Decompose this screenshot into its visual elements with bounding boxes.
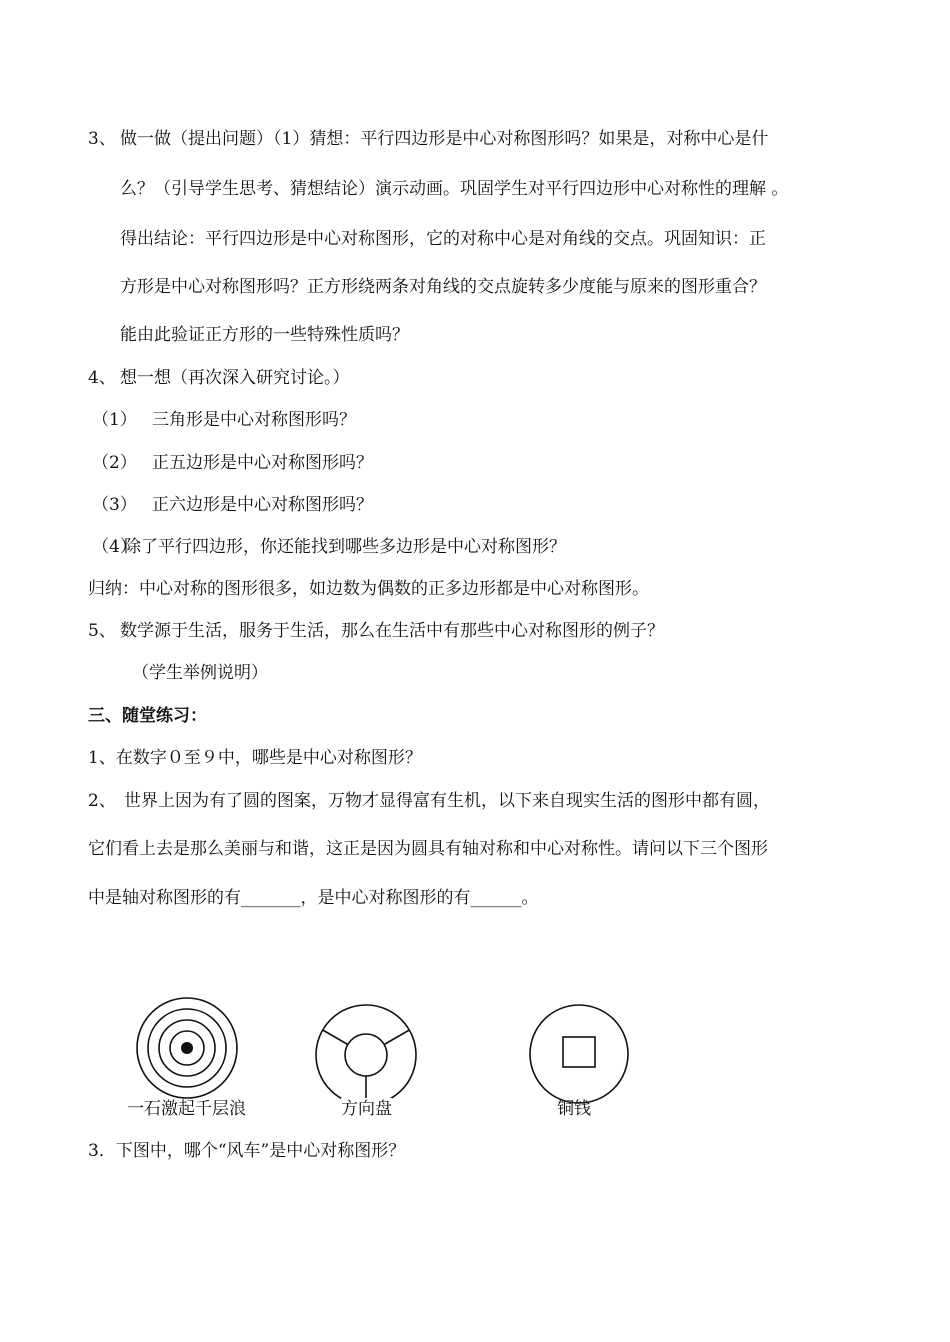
q4-title: 想一想（再次深入研究讨论。） [120, 368, 350, 388]
q3-line-1: 做一做（提出问题）（1）猜想：平行四边形是中心对称图形吗？如果是，对称中心是什 [120, 129, 769, 149]
summary-text: 归纳：中心对称的图形很多，如边数为偶数的正多边形都是中心对称图形。 [88, 579, 649, 599]
q5-subtext: （学生举例说明） [132, 663, 268, 683]
q3-number: 3、 [88, 129, 116, 149]
q4-item-4-number: （4） [92, 537, 137, 557]
q3-line-3: 得出结论：平行四边形是中心对称图形，它的对称中心是对角线的交点。巩固知识：正 [120, 229, 766, 249]
q4-item-3-number: （3） [92, 495, 137, 515]
practice-heading: 三、随堂练习： [88, 706, 207, 726]
q4-item-3-text: 正六边形是中心对称图形吗？ [152, 495, 373, 515]
practice-q1: 1、在数字０至９中，哪些是中心对称图形？ [88, 748, 422, 768]
q3-line-4: 方形是中心对称图形吗？正方形绕两条对角线的交点旋转多少度能与原来的图形重合？ [120, 277, 766, 297]
q4-item-1-number: （1） [92, 410, 137, 430]
q5-text: 数学源于生活，服务于生活，那么在生活中有那些中心对称图形的例子？ [120, 621, 664, 641]
q4-number: 4、 [88, 368, 116, 388]
copper-coin-icon [527, 1002, 631, 1106]
q4-item-2-text: 正五边形是中心对称图形吗？ [152, 453, 373, 473]
steering-wheel-icon [311, 1000, 421, 1110]
practice-q2-number: 2、 [88, 791, 116, 811]
practice-q3: 3．下图中，哪个“风车”是中心对称图形？ [88, 1141, 406, 1161]
practice-q2-line-1: 世界上因为有了圆的图案，万物才显得富有生机，以下来自现实生活的图形中都有圆， [124, 791, 770, 811]
q4-item-4-text: 除了平行四边形，你还能找到哪些多边形是中心对称图形？ [124, 537, 566, 557]
q4-item-2-number: （2） [92, 453, 137, 473]
figure-3-caption: 铜钱 [557, 1099, 591, 1119]
figure-2-caption: 方向盘 [341, 1099, 392, 1119]
q5-number: 5、 [88, 621, 116, 641]
practice-q2-line-2: 它们看上去是那么美丽与和谐，这正是因为圆具有轴对称和中心对称性。请问以下三个图形 [88, 839, 768, 859]
figure-1-caption: 一石激起千层浪 [127, 1099, 246, 1119]
q3-line-2: 么？（引导学生思考、猜想结论）演示动画。巩固学生对平行四边形中心对称性的理解 。 [120, 179, 789, 199]
concentric-circles-icon [132, 993, 242, 1103]
q3-line-5: 能由此验证正方形的一些特殊性质吗？ [120, 325, 409, 345]
practice-q2-line-3: 中是轴对称图形的有_______，是中心对称图形的有______。 [88, 888, 539, 908]
q4-item-1-text: 三角形是中心对称图形吗？ [152, 410, 356, 430]
